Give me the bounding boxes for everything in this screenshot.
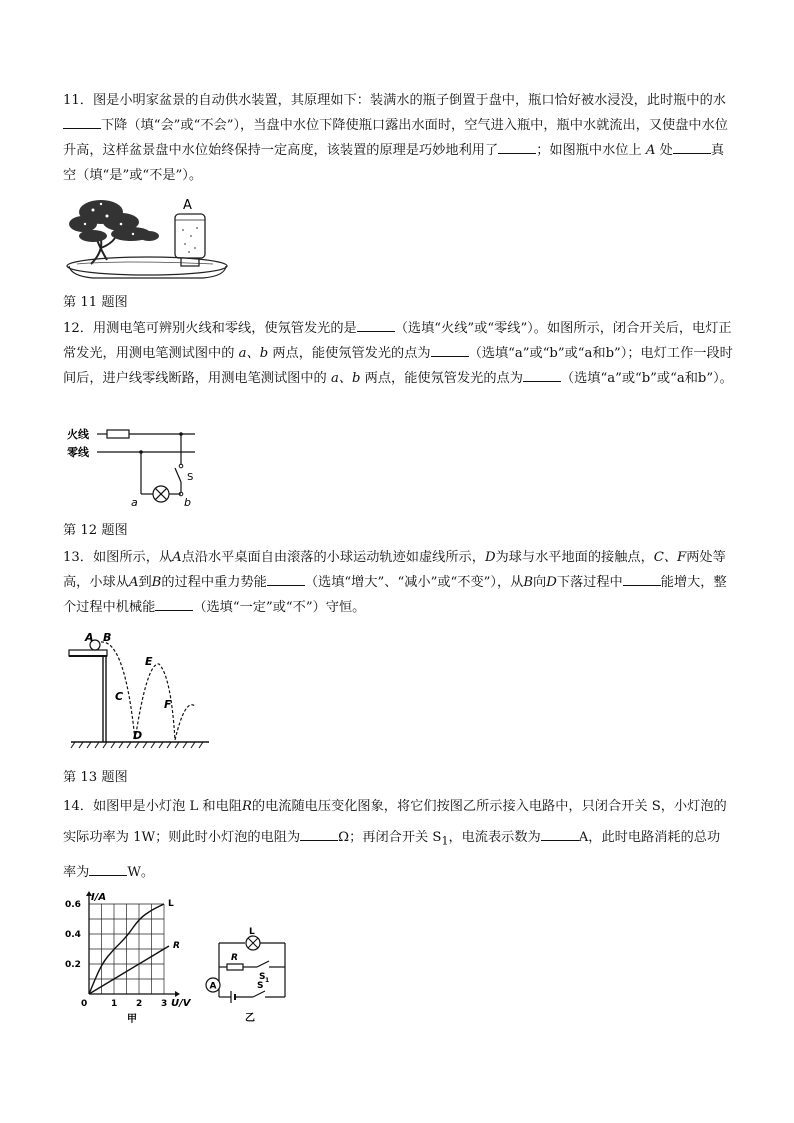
q14-blank-1[interactable] xyxy=(300,827,338,841)
q12-blank-2[interactable] xyxy=(431,343,469,357)
q13-text-2: 点沿水平桌面自由滚落的小球运动轨迹如虚线所示， xyxy=(181,550,485,565)
q12-blank-3[interactable] xyxy=(523,368,561,382)
resistor-icon xyxy=(227,964,243,970)
resistor-r-label: R xyxy=(231,953,238,963)
point-f-label: F xyxy=(164,698,172,711)
x-tick-label: 0 xyxy=(81,999,88,1009)
q12-text-2: （选填“火线”或“零线”）。如图所示，闭合开关后，电灯正常发光，用测电笔测试图中的 xyxy=(63,321,732,361)
switch-icon xyxy=(175,468,181,482)
switch-s1-label: S xyxy=(259,972,266,982)
chart-ticks xyxy=(65,900,167,1009)
q13-text-1: 13．如图所示，从 xyxy=(63,550,173,565)
question-14 xyxy=(63,791,733,888)
q11-caption: 第 11 题图 xyxy=(63,295,128,310)
q14-blank-2[interactable] xyxy=(541,827,579,841)
circuit-figure-12 xyxy=(63,424,203,510)
bottle-point-a-label: A xyxy=(183,198,192,213)
x-tick-label: 1 xyxy=(111,999,118,1009)
q14-var-r: R xyxy=(241,799,252,814)
q13-var-d-1: D xyxy=(484,550,496,565)
q12-blank-1[interactable] xyxy=(357,318,395,332)
circuit-caption: 乙 xyxy=(245,1013,255,1024)
q13-text-4: 两处等高，小球从 xyxy=(63,550,726,590)
q11-text-4: 处 xyxy=(659,143,673,158)
series-label-l: L xyxy=(168,899,174,909)
q13-text-10: 能增大，整个过程中机械能 xyxy=(63,575,727,615)
switch-s-label: S xyxy=(187,472,194,483)
iv-chart xyxy=(63,888,203,1026)
q13-var-cf: C、F xyxy=(653,550,687,565)
q11-text-1: 11．图是小明家盆景的自动供水装置，其原理如下：装满水的瓶子倒置于盘中，瓶口恰好被水浸没，此时瓶中的水 xyxy=(63,93,726,108)
q14-sub-1: 1 xyxy=(441,834,449,848)
x-axis-arrow xyxy=(175,991,180,997)
q13-blank-2[interactable] xyxy=(623,572,661,586)
q13-text-6: 的过程中重力势能 xyxy=(161,575,267,590)
q11-text-5: 真空（填“是”或“不是”）。 xyxy=(63,143,724,183)
point-c-label: C xyxy=(115,690,124,703)
q14-text-5: A，此时电路消耗的总功率为 xyxy=(63,830,721,880)
q11-text-3: ；如图瓶中水位上 xyxy=(536,143,642,158)
series-line-r xyxy=(89,946,169,994)
neutral-wire-label: 零线 xyxy=(67,446,89,459)
q13-var-a-2: A xyxy=(128,575,139,590)
ball-trajectory-figure xyxy=(63,628,213,752)
point-b-label: B xyxy=(103,631,112,644)
live-wire-label: 火线 xyxy=(67,428,89,441)
chart-caption: 甲 xyxy=(127,1014,137,1025)
y-tick-label: 0.6 xyxy=(65,900,81,910)
q12-text-4: （选填“a”或“b”或“a和b”）；电灯工作一段时间后，进户线零线断路，用测电笔测试图中的 xyxy=(63,346,733,386)
series-label-r: R xyxy=(173,941,180,951)
q11-text-2: 下降（填“会”或“不会”），当盘中水位下降使瓶口露出水面时，空气进入瓶中，瓶中水就流出，又使盘中水位升高，这样盆景盘中水位始终保持一定高度，该装置的原理是巧妙地利用了 xyxy=(63,118,728,158)
q13-text-9: 下落过程中 xyxy=(556,575,623,590)
chart-series xyxy=(89,899,180,994)
switch-s-label: S xyxy=(257,981,264,991)
switch-s1-subscript: 1 xyxy=(265,977,270,984)
q13-text-3: 为球与水平地面的接触点， xyxy=(495,550,654,565)
chart-grid xyxy=(89,904,164,994)
question-13 xyxy=(63,545,733,620)
q13-var-a-1: A xyxy=(172,550,182,565)
x-tick-label: 3 xyxy=(161,999,168,1009)
q14-text-1: 14．如图甲是小灯泡 L 和电阻 xyxy=(63,799,242,814)
q12-text-3: 两点，能使氖管发光的点为 xyxy=(272,346,431,361)
q12-caption: 第 12 题图 xyxy=(63,523,128,538)
q11-blank-1[interactable] xyxy=(63,115,101,129)
q13-text-7: （选填“增大”、“减小”或“不变”），从 xyxy=(304,575,524,590)
y-tick-label: 0.4 xyxy=(65,930,81,940)
q11-blank-3[interactable] xyxy=(673,140,711,154)
q13-text-5: 到 xyxy=(138,575,152,590)
q12-text-6: （选填“a”或“b”或“a和b”）。 xyxy=(560,371,733,386)
y-tick-label: 0.2 xyxy=(65,960,81,970)
q12-text-5: 两点，能使氖管发光的点为 xyxy=(364,371,523,386)
lamp-l-label: L xyxy=(249,927,255,937)
q14-text-3: Ω；再闭合开关 S xyxy=(338,830,442,845)
q12-var-ab-1: a、b xyxy=(238,346,269,361)
question-11 xyxy=(63,88,733,188)
q13-blank-1[interactable] xyxy=(267,572,305,586)
q14-text-4: ，电流表示数为 xyxy=(448,830,541,845)
point-e-label: E xyxy=(145,655,153,668)
q12-var-ab-2: a、b xyxy=(330,371,361,386)
fuse-icon xyxy=(107,430,129,438)
q13-caption: 第 13 题图 xyxy=(63,770,128,785)
question-12 xyxy=(63,316,733,391)
q13-var-d-2: D xyxy=(546,575,557,590)
q11-blank-2[interactable] xyxy=(498,140,536,154)
point-a-label: a xyxy=(131,496,138,509)
q11-var-a: A xyxy=(645,143,656,158)
point-b-label: b xyxy=(184,496,191,509)
ammeter-a-label: A xyxy=(209,981,217,992)
q13-var-b-1: B xyxy=(151,575,162,590)
chart-axes xyxy=(86,891,180,997)
bonsai-figure xyxy=(63,190,231,286)
q14-text-6: W。 xyxy=(127,864,155,880)
q12-text-1: 12．用测电笔可辨别火线和零线，使氖管发光的是 xyxy=(63,321,357,336)
point-a-label: A xyxy=(85,631,94,644)
q13-blank-3[interactable] xyxy=(155,597,193,611)
x-tick-label: 2 xyxy=(136,999,143,1009)
q14-blank-3[interactable] xyxy=(89,862,127,876)
circuit-figure-14 xyxy=(205,925,295,1025)
switch-s1-icon xyxy=(257,961,269,967)
switch-s-icon xyxy=(253,991,265,997)
chart-x-axis-label: U/V xyxy=(171,998,191,1009)
chart-y-axis-label: I/A xyxy=(91,892,107,903)
q14-text-2: 的电流随电压变化图象，将它们按图乙所示接入电路中，只闭合开关 S，小灯泡的实际功率为 1W；则此时小灯泡的电阻为 xyxy=(63,799,727,845)
q13-text-11: （选填“一定”或“不”）守恒。 xyxy=(193,600,366,615)
point-d-label: D xyxy=(133,729,143,742)
q13-var-b-2: B xyxy=(523,575,534,590)
q13-text-8: 向 xyxy=(533,575,547,590)
